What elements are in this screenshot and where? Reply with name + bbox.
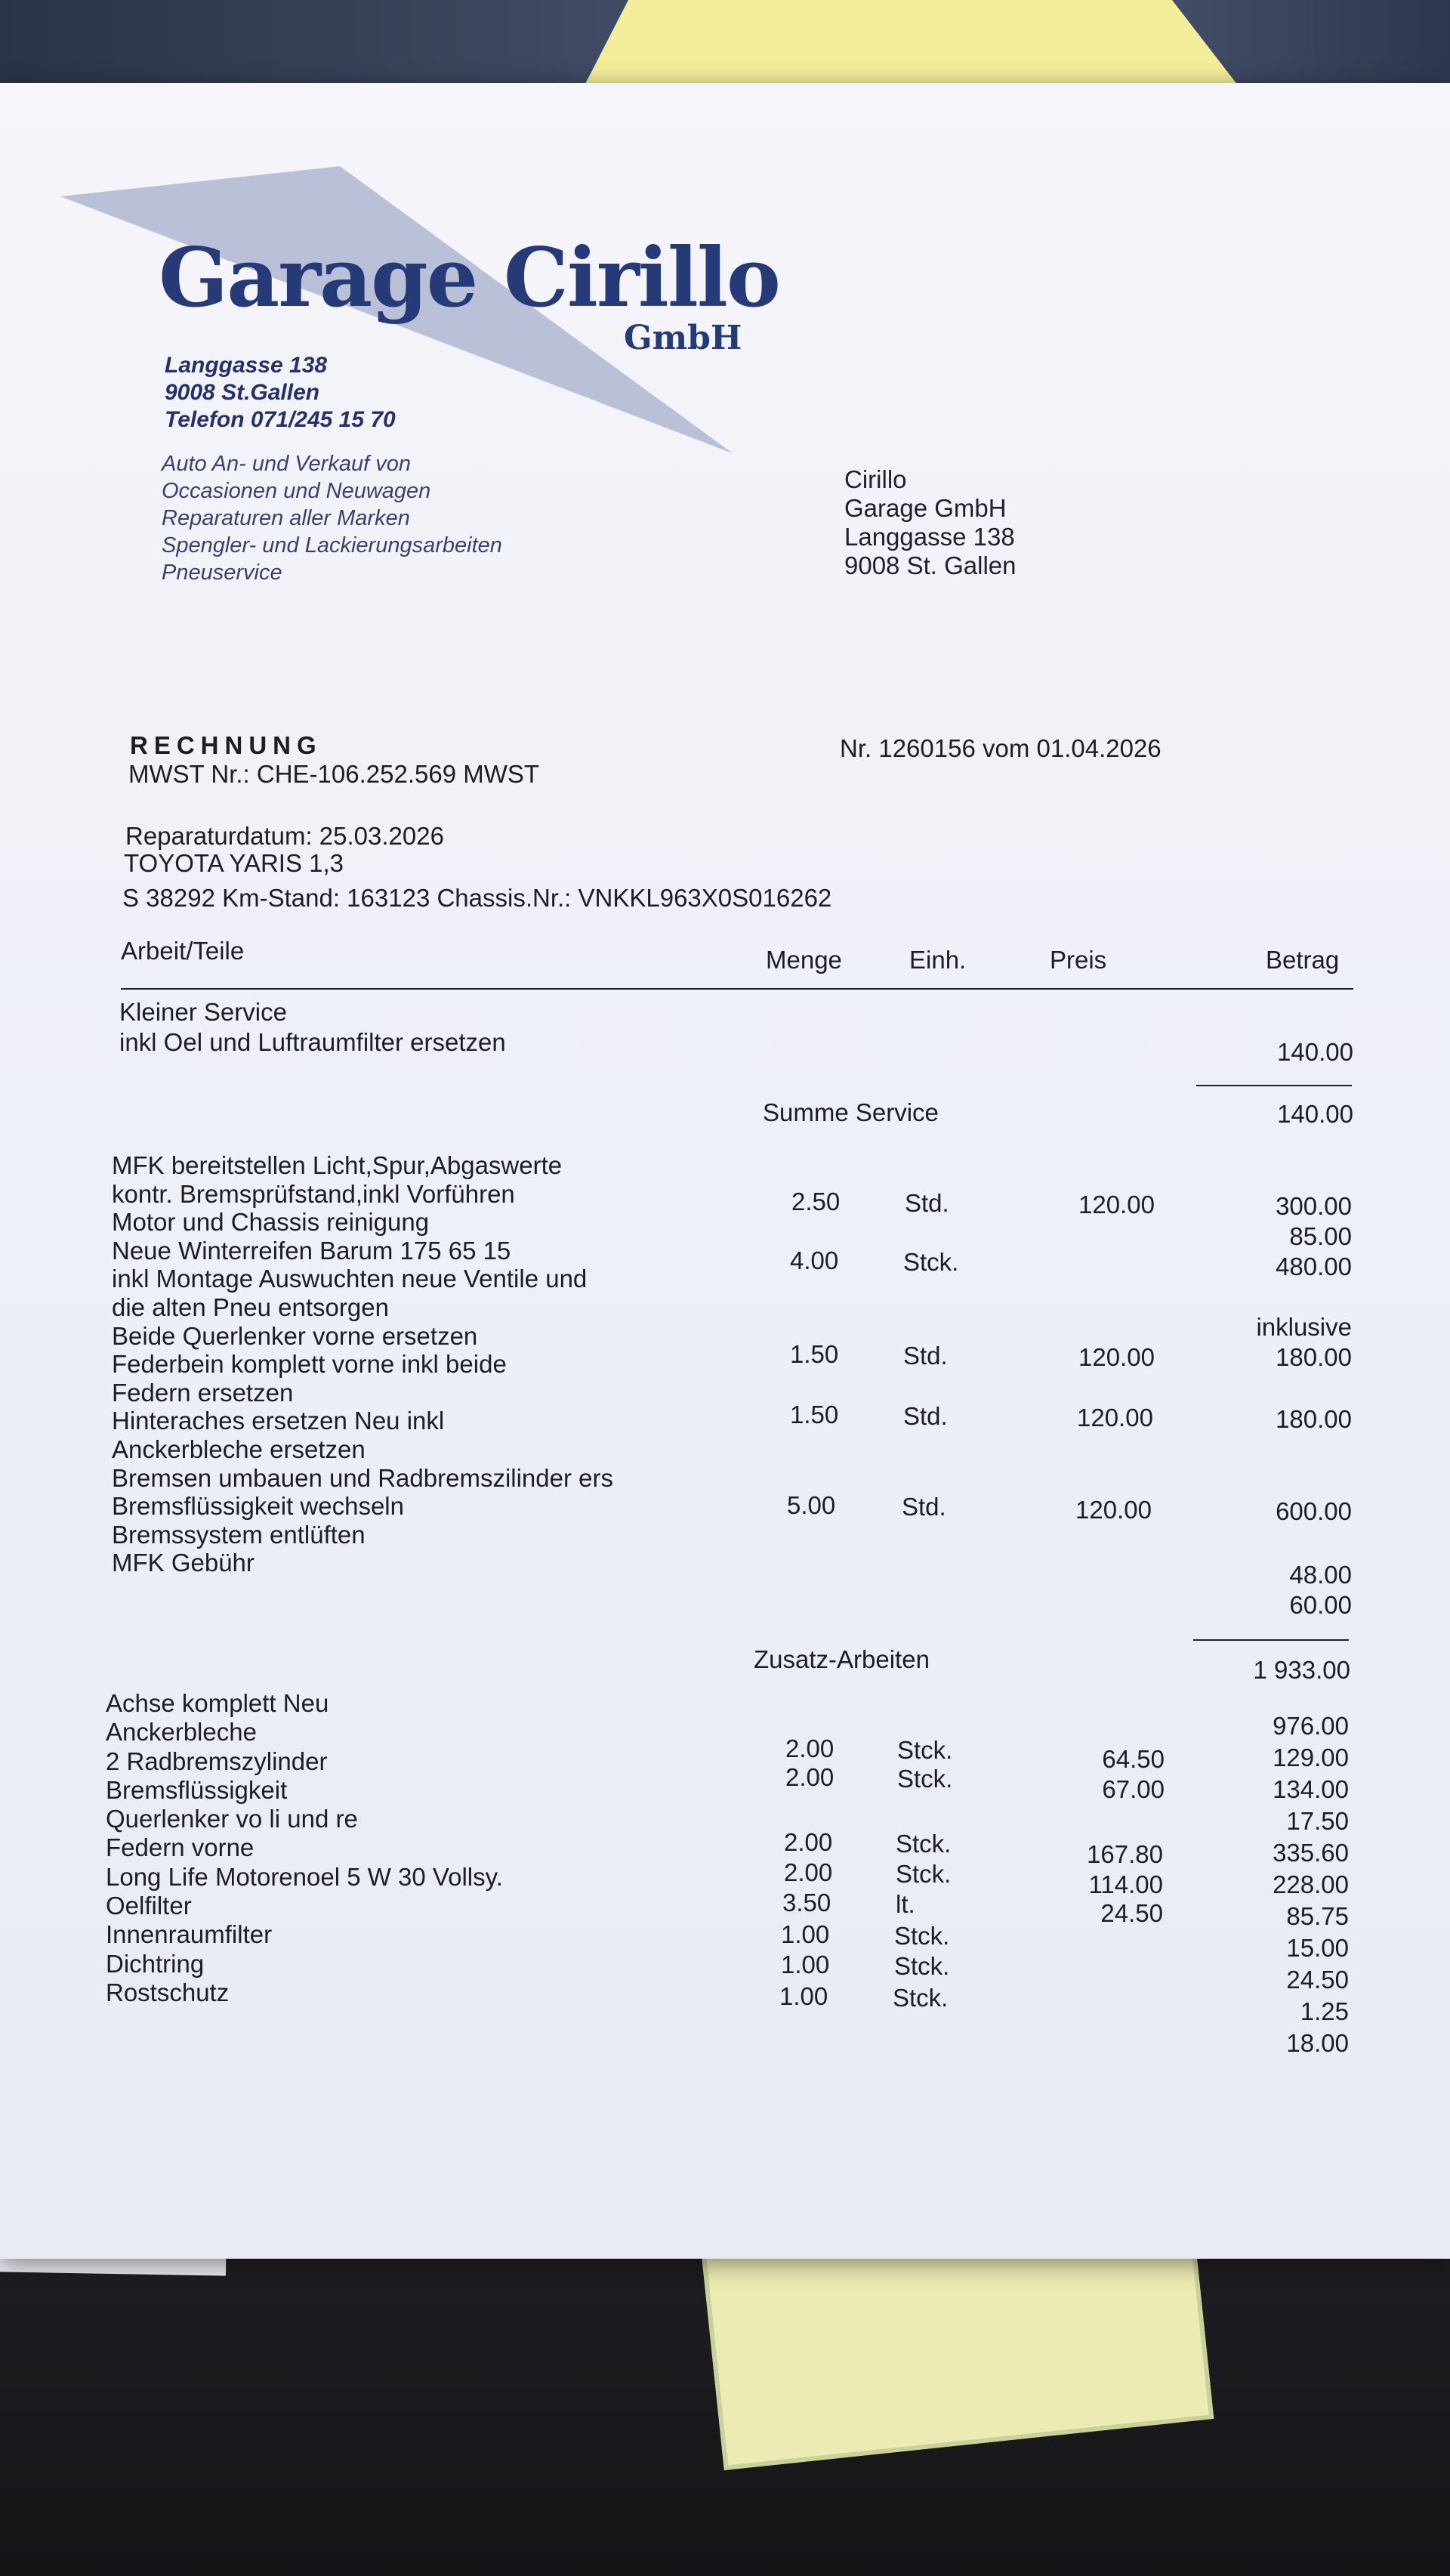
address-street: Langgasse 138 bbox=[165, 353, 328, 378]
part-amount: 85.75 bbox=[1286, 1902, 1349, 1930]
part-unit: Stck. bbox=[896, 1830, 952, 1858]
list-item: Federbein komplett vorne inkl beide bbox=[112, 1350, 507, 1379]
part-qty: 1.00 bbox=[781, 1951, 830, 1978]
list-item: Beide Querlenker vorne ersetzen bbox=[112, 1321, 478, 1350]
part-price: 114.00 bbox=[1088, 1870, 1163, 1898]
list-item: Anckerbleche ersetzen bbox=[112, 1435, 366, 1463]
service-sum-label: Summe Service bbox=[763, 1098, 939, 1126]
work-amount: 60.00 bbox=[1289, 1591, 1352, 1619]
company-address bbox=[165, 352, 396, 434]
service-line: Reparaturen aller Marken bbox=[162, 506, 410, 530]
column-header-amount: Betrag bbox=[1266, 946, 1340, 974]
address-phone: Telefon 071/245 15 70 bbox=[165, 407, 396, 432]
list-item: MFK bereitstellen Licht,Spur,Abgaswerte bbox=[112, 1151, 563, 1179]
list-item: Hinteraches ersetzen Neu inkl bbox=[112, 1407, 445, 1435]
list-item: Bremsen umbauen und Radbremszilinder ers bbox=[112, 1463, 613, 1492]
part-amount: 335.60 bbox=[1273, 1839, 1349, 1867]
work-sum-label: Zusatz-Arbeiten bbox=[754, 1645, 930, 1673]
work-price: 120.00 bbox=[1077, 1404, 1153, 1432]
work-amount: 480.00 bbox=[1276, 1252, 1352, 1280]
invoice-sheet bbox=[0, 83, 1450, 2259]
list-item: die alten Pneu entsorgen bbox=[112, 1293, 389, 1321]
recipient-line: Garage GmbH bbox=[844, 494, 1007, 522]
work-price: 120.00 bbox=[1078, 1191, 1155, 1219]
work-amount: 180.00 bbox=[1276, 1343, 1352, 1371]
part-amount: 134.00 bbox=[1273, 1775, 1349, 1803]
list-item: Bremssystem entlüften bbox=[112, 1520, 366, 1549]
part-qty: 1.00 bbox=[779, 1982, 828, 2010]
part-qty: 2.00 bbox=[785, 1734, 835, 1762]
parts-descriptions bbox=[106, 1689, 503, 2007]
service-line: Occasionen und Neuwagen bbox=[162, 479, 431, 503]
list-item: Rostschutz bbox=[106, 1978, 230, 2006]
list-item: Anckerbleche bbox=[106, 1718, 257, 1747]
part-price: 24.50 bbox=[1100, 1899, 1163, 1927]
list-item: kontr. Bremsprüfstand,inkl Vorführen bbox=[112, 1179, 515, 1208]
work-amount: 48.00 bbox=[1289, 1561, 1352, 1589]
list-item: inkl Montage Auswuchten neue Ventile und bbox=[112, 1265, 588, 1293]
part-qty: 2.00 bbox=[784, 1828, 833, 1856]
work-descriptions bbox=[112, 1151, 613, 1577]
company-suffix: GmbH bbox=[624, 319, 742, 357]
list-item: inkl Oel und Luftraumfilter ersetzen bbox=[119, 1028, 506, 1056]
work-unit: Std. bbox=[903, 1402, 948, 1430]
service-sum-rule bbox=[1196, 1085, 1352, 1086]
vehicle-details: S 38292 Km-Stand: 163123 Chassis.Nr.: VNKKL963X0S016262 bbox=[122, 884, 832, 912]
part-unit: lt. bbox=[896, 1890, 915, 1918]
work-unit: Std. bbox=[902, 1493, 946, 1521]
service-line: Pneuservice bbox=[162, 561, 282, 585]
part-qty: 3.50 bbox=[782, 1889, 831, 1917]
list-item: Neue Winterreifen Barum 175 65 15 bbox=[112, 1236, 511, 1265]
column-header-qty: Menge bbox=[766, 946, 842, 974]
service-amount: 140.00 bbox=[1277, 1038, 1353, 1066]
part-price: 167.80 bbox=[1087, 1840, 1163, 1868]
part-amount: 1.25 bbox=[1300, 1997, 1349, 2025]
work-amount: 600.00 bbox=[1276, 1497, 1352, 1525]
part-unit: Stck. bbox=[894, 1952, 950, 1980]
company-name: Garage Cirillo bbox=[159, 230, 779, 326]
vehicle: TOYOTA YARIS 1,3 bbox=[124, 849, 344, 877]
part-price: 67.00 bbox=[1102, 1775, 1165, 1803]
list-item: Motor und Chassis reinigung bbox=[112, 1208, 430, 1237]
part-amount: 228.00 bbox=[1273, 1870, 1349, 1898]
part-amount: 24.50 bbox=[1286, 1966, 1349, 1994]
vat-number: MWST Nr.: CHE-106.252.569 MWST bbox=[128, 760, 540, 788]
recipient-line: Cirillo bbox=[844, 465, 907, 493]
list-item: Long Life Motorenoel 5 W 30 Vollsy. bbox=[106, 1862, 503, 1891]
part-unit: Stck. bbox=[896, 1860, 952, 1888]
work-qty: 1.50 bbox=[790, 1340, 839, 1368]
list-item: Federn ersetzen bbox=[112, 1378, 294, 1407]
list-item: Bremsflüssigkeit wechseln bbox=[112, 1492, 404, 1521]
list-item: Dichtring bbox=[106, 1949, 205, 1978]
work-unit: Std. bbox=[903, 1342, 948, 1370]
service-sum: 140.00 bbox=[1277, 1100, 1353, 1128]
part-qty: 1.00 bbox=[781, 1920, 830, 1948]
part-unit: Stck. bbox=[897, 1765, 953, 1793]
part-amount: 976.00 bbox=[1273, 1712, 1349, 1740]
recipient-line: 9008 St. Gallen bbox=[844, 551, 1017, 579]
work-amount: 180.00 bbox=[1276, 1405, 1352, 1433]
work-unit: Std. bbox=[905, 1189, 949, 1217]
service-line: Spengler- und Lackierungsarbeiten bbox=[162, 533, 502, 558]
column-header-item: Arbeit/Teile bbox=[121, 937, 245, 965]
list-item: Achse komplett Neu bbox=[106, 1689, 329, 1717]
address-city: 9008 St.Gallen bbox=[165, 380, 320, 405]
work-price: 120.00 bbox=[1075, 1496, 1152, 1524]
work-sum: 1 933.00 bbox=[1253, 1656, 1350, 1684]
part-qty: 2.00 bbox=[784, 1858, 833, 1886]
header-divider bbox=[121, 988, 1353, 990]
part-amount: 18.00 bbox=[1286, 2029, 1349, 2057]
part-unit: Stck. bbox=[894, 1922, 950, 1950]
work-qty: 4.00 bbox=[790, 1246, 839, 1274]
company-services bbox=[162, 450, 502, 586]
work-amount: inklusive bbox=[1256, 1313, 1352, 1341]
work-sum-rule bbox=[1193, 1639, 1349, 1641]
part-amount: 129.00 bbox=[1273, 1744, 1349, 1771]
work-unit: Stck. bbox=[903, 1248, 959, 1276]
part-unit: Stck. bbox=[897, 1736, 953, 1764]
list-item: Bremsflüssigkeit bbox=[106, 1775, 288, 1804]
list-item: Innenraumfilter bbox=[106, 1920, 273, 1949]
service-description bbox=[119, 997, 506, 1058]
part-unit: Stck. bbox=[893, 1984, 949, 2012]
invoice-number: Nr. 1260156 vom 01.04.2026 bbox=[840, 734, 1162, 762]
work-qty: 1.50 bbox=[790, 1401, 839, 1429]
list-item: Federn vorne bbox=[106, 1833, 255, 1862]
list-item: 2 Radbremszylinder bbox=[106, 1747, 328, 1775]
recipient-address bbox=[844, 465, 1017, 580]
work-amount: 300.00 bbox=[1276, 1192, 1352, 1220]
work-amount: 85.00 bbox=[1289, 1222, 1352, 1250]
column-header-price: Preis bbox=[1050, 946, 1107, 974]
part-amount: 15.00 bbox=[1286, 1934, 1349, 1962]
column-header-unit: Einh. bbox=[909, 946, 967, 974]
invoice-title: RECHNUNG bbox=[130, 731, 322, 759]
list-item: MFK Gebühr bbox=[112, 1549, 255, 1577]
list-item: Oelfilter bbox=[106, 1892, 192, 1920]
part-price: 64.50 bbox=[1102, 1745, 1165, 1773]
recipient-line: Langgasse 138 bbox=[844, 523, 1015, 551]
work-qty: 5.00 bbox=[787, 1491, 836, 1519]
part-amount: 17.50 bbox=[1286, 1807, 1349, 1835]
list-item: Querlenker vo li und re bbox=[106, 1805, 358, 1833]
part-qty: 2.00 bbox=[785, 1763, 835, 1791]
list-item: Kleiner Service bbox=[119, 998, 287, 1026]
work-price: 120.00 bbox=[1078, 1343, 1155, 1371]
service-line: Auto An- und Verkauf von bbox=[162, 452, 411, 476]
repair-date: Reparaturdatum: 25.03.2026 bbox=[125, 822, 444, 850]
work-qty: 2.50 bbox=[791, 1188, 841, 1215]
